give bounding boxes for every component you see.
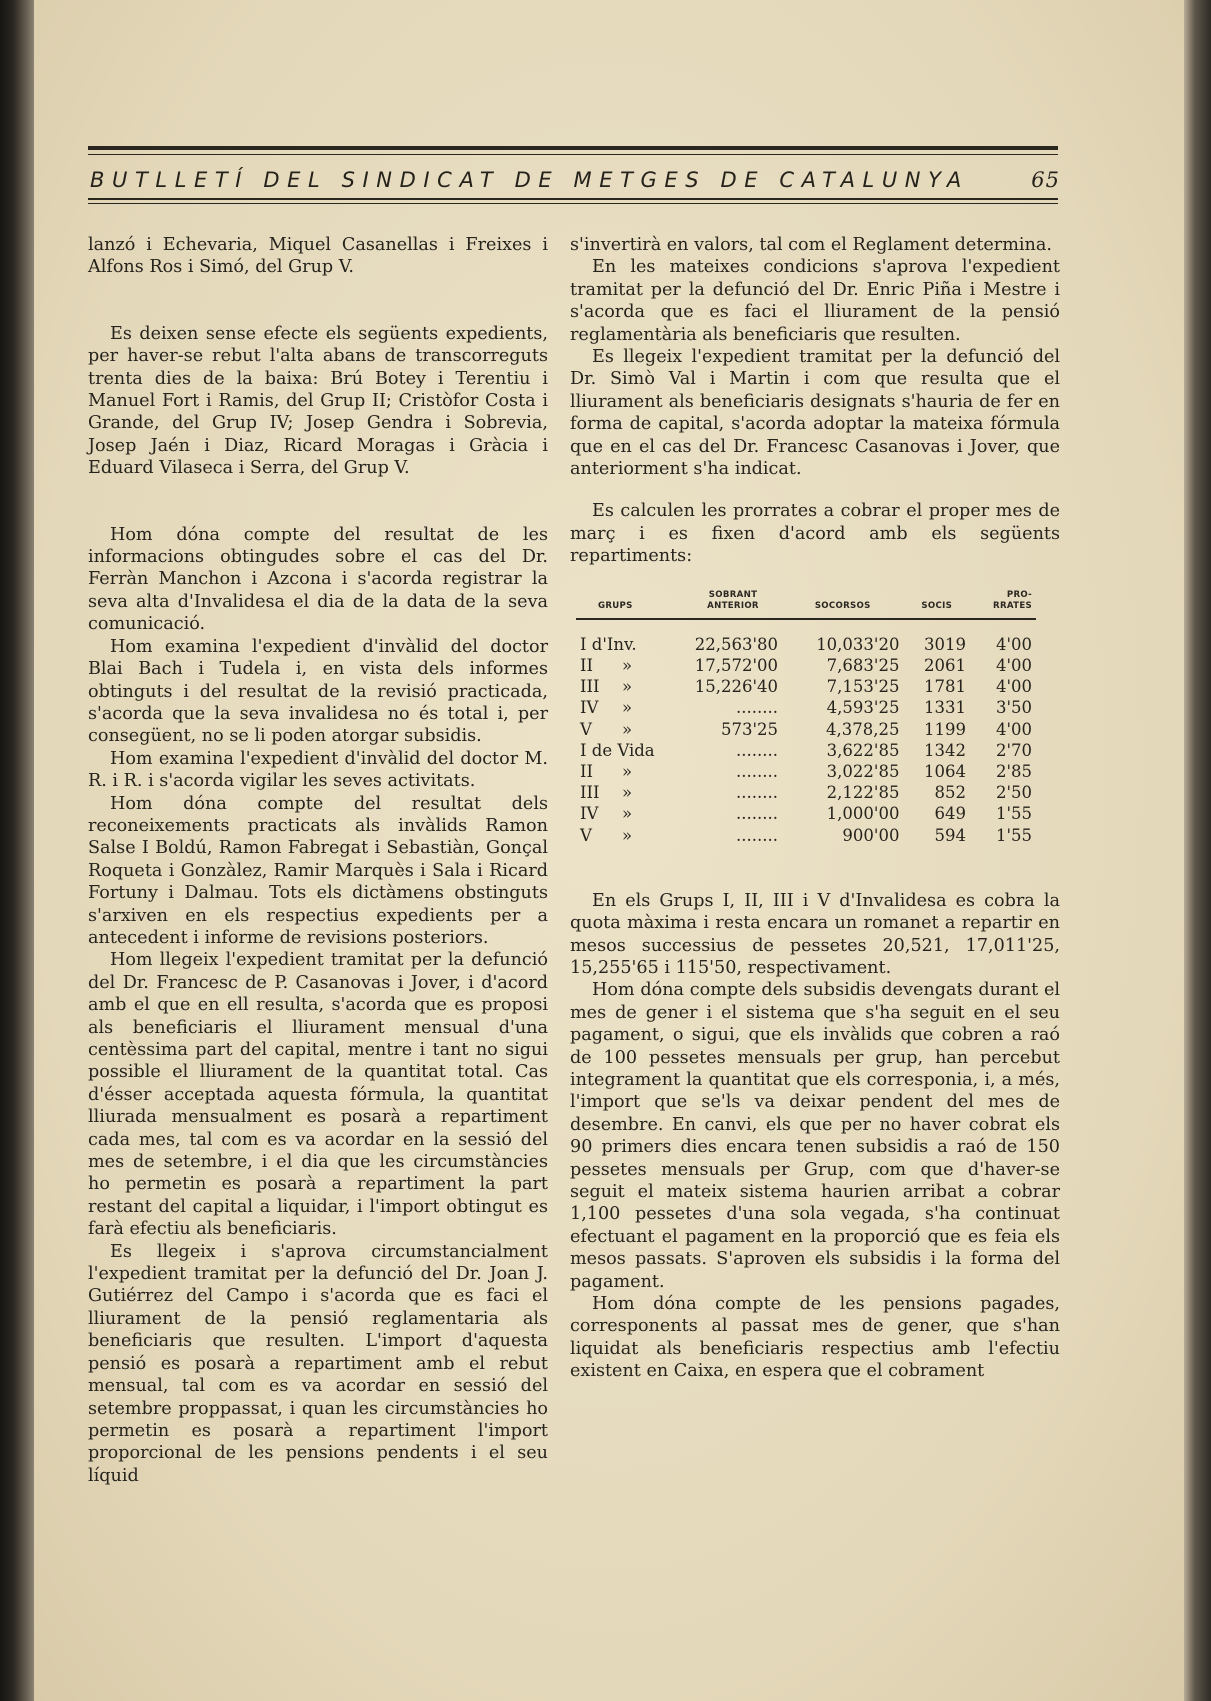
cell-socorsos: 4,378,25 [825, 719, 900, 739]
column-header-sobrant: SOBRANT ANTERIOR [684, 590, 782, 619]
paragraph: Hom examina l'expedient d'invàlid del doctor M. R. i R. i s'acorda vigilar les seves activitats. [88, 748, 548, 792]
paragraph: Es llegeix l'expedient tramitat per la defunció del Dr. Simò Val i Martin i com que resulta que el lliurament als beneficiaris designats s'hauria de fer en forma de capital, s'acorda adoptar la mateixa fórmula que en el cas del Dr. Francesc Casanovas i Jover, que anteriorment s'ha indicat. [570, 347, 1060, 480]
cell-sobrant: 15,226'40 [694, 677, 778, 697]
cell-socis: 1199 [924, 719, 966, 739]
table-body [576, 619, 1036, 846]
ditto-mark: » [622, 655, 633, 675]
cell-sobrant: ........ [736, 825, 778, 845]
header-bottom-thin-rule [88, 203, 1058, 204]
cell-socis: 852 [934, 783, 966, 803]
cell-sobrant: ........ [736, 761, 778, 781]
cell-sobrant: ........ [736, 698, 778, 718]
cell-socorsos: 3,022'85 [826, 761, 900, 781]
grup-label: II [580, 761, 594, 781]
paragraph: Es deixen sense efecte els següents expedients, per haver-se rebut l'alta abans de transcorreguts trenta dies de la baixa: Brú Botey i Terentiu i Manuel Fort i Ramis, del Grup II; Cristòfor Costa i Grande, del Grup IV; Josep Gendra i Sobrevia, Josep Jaén i Diaz, Ricard Moragas i Gràcia i Eduard Vilaseca i Serra, del Grup V. [88, 323, 548, 479]
cell-socorsos: 7,683'25 [826, 655, 900, 675]
table-row [576, 761, 1036, 782]
scan-page-edge [1184, 0, 1211, 1701]
table-row [576, 719, 1036, 740]
table-row [576, 782, 1036, 803]
column-header-socorsos: SOCORSOS [782, 590, 903, 619]
cell-socorsos: 7,153'25 [826, 677, 900, 697]
cell-socis: 649 [934, 804, 966, 824]
column-header-socis: SOCIS [903, 590, 970, 619]
paragraph: Hom examina l'expedient d'invàlid del doctor Blai Bach i Tudela i, en vista dels informes obtinguts i del resultat de la revisió practicada, s'acorda que la seva invalidesa no és total i, per consegüent, no se li poden atorgar subsidis. [88, 636, 548, 747]
ditto-mark: » [622, 677, 633, 697]
ditto-mark: » [622, 783, 633, 803]
header-top-thin-rule [88, 154, 1058, 155]
table-row [576, 697, 1036, 718]
cell-prorrates: 1'55 [995, 825, 1032, 845]
cell-socis: 1342 [924, 740, 966, 760]
paragraph: Hom dóna compte de les pensions pagades, corresponents al passat mes de gener, que s'han liquidat als beneficiaris respectius amb l'efectiu existent en Caixa, en espera que el cobrament [570, 1294, 1060, 1382]
cell-prorrates: 4'00 [995, 655, 1032, 675]
cell-grup [576, 655, 684, 676]
table-row [576, 740, 1036, 761]
cell-prorrates: 4'00 [995, 634, 1032, 654]
cell-socorsos: 2,122'85 [826, 783, 900, 803]
paragraph: En els Grups I, II, III i V d'Invalidesa es cobra la quota màxima i resta encara un romanet a repartir en mesos successius de pessetes 20,521, 17,011'25, 15,255'65 i 115'50, respectivament. [570, 890, 1060, 978]
paragraph: Hom dóna compte dels subsidis devengats durant el mes de gener i el sistema que s'ha seguit en el seu pagament, o sigui, que els invàlids que cobren a raó de 100 pessetes mensuals per grup, han percebut integrament la quantitat que els corresponia, i, a més, l'import que se'ls va deixar pendent del mes de desembre. En canvi, els que per no haver cobrat els 90 primers dies encara tenen subsidis a raó de 150 pessetes mensuals per Grup, com que d'haver-se seguit el mateix sistema haurien arribat a cobrar 1,100 pessetes d'una sola vegada, s'ha continuat efectuant el pagament en la proporció que es feia els mesos passats. S'aproven els subsidis i la forma del pagament. [570, 980, 1060, 1292]
cell-prorrates: 2'50 [995, 783, 1032, 803]
cell-grup [576, 619, 684, 655]
paragraph: Es calculen les prorrates a cobrar el proper mes de març i es fixen d'acord amb els següents repartiments: [570, 501, 1060, 567]
cell-socis: 594 [934, 825, 966, 845]
left-column [88, 234, 548, 1487]
table-row [576, 825, 1036, 846]
grup-label: IV [580, 804, 599, 824]
cell-grup [576, 803, 684, 824]
paragraph: Es llegeix i s'aprova circumstancialment l'expedient tramitat per la defunció del Dr. Joan J. Gutiérrez del Campo i s'acorda que es faci el lliurament de la pensió reglamentaria als beneficiaris que resulten. L'import d'aquesta pensió es posarà a repartiment amb el rebut mensual, tal com es va acordar en sessió del setembre proppassat, i quan les circumstàncies ho permetin es posarà a repartiment l'import proporcional de les pensions pendents i el seu líquid [88, 1241, 548, 1486]
cell-sobrant: ........ [736, 783, 778, 803]
table-header-row [576, 590, 1036, 619]
paragraph: Hom dóna compte del resultat dels reconeixements practicats als invàlids Ramon Salse I Boldú, Ramon Fabregat i Sebastiàn, Gonçal Roqueta i Gonzàlez, Ramir Marquès i Sala i Ricard Fortuny i Dalmau. Tots els dictàmens obstinguts s'arxiven en els respectius expedients per a antecedent i informe de revisions posteriors. [88, 793, 548, 948]
cell-socorsos: 10,033'20 [816, 634, 900, 654]
cell-sobrant: ........ [736, 740, 778, 760]
ditto-mark: » [622, 825, 633, 845]
cell-prorrates: 4'00 [995, 677, 1032, 697]
ditto-mark: » [622, 804, 633, 824]
cell-grup [576, 676, 684, 697]
cell-grup [576, 697, 684, 718]
column-header-grups: GRUPS [576, 590, 684, 619]
grup-label: III [580, 677, 600, 697]
ditto-mark: » [622, 698, 633, 718]
cell-sobrant: 573'25 [720, 719, 778, 739]
grup-label: V [580, 825, 592, 845]
grup-label: I de Vida [580, 740, 655, 760]
right-column [570, 234, 1060, 1383]
cell-sobrant: ........ [736, 804, 778, 824]
cell-socis: 1781 [924, 677, 966, 697]
cell-socorsos: 4,593'25 [826, 698, 900, 718]
cell-socis: 1064 [924, 761, 966, 781]
cell-grup [576, 761, 684, 782]
cell-socorsos: 900'00 [842, 825, 900, 845]
grup-label: III [580, 783, 600, 803]
cell-grup [576, 825, 684, 846]
page-number: 65 [1031, 168, 1060, 192]
cell-socis: 3019 [924, 634, 966, 654]
table-row [576, 676, 1036, 697]
grup-label: V [580, 719, 592, 739]
cell-sobrant: 22,563'80 [694, 634, 778, 654]
ditto-mark: » [622, 761, 633, 781]
cell-prorrates: 2'85 [995, 761, 1032, 781]
cell-socorsos: 1,000'00 [826, 804, 900, 824]
cell-grup [576, 740, 684, 761]
paragraph: s'invertirà en valors, tal com el Reglament determina. [570, 235, 1052, 255]
running-header [90, 168, 1060, 196]
journal-title: BUTLLETÍ DEL SINDICAT DE METGES DE CATALUNYA [90, 168, 969, 192]
table-row [576, 655, 1036, 676]
table-row [576, 619, 1036, 655]
cell-grup [576, 719, 684, 740]
grup-label: II [580, 655, 594, 675]
grup-label: IV [580, 698, 599, 718]
cell-sobrant: 17,572'00 [694, 655, 778, 675]
cell-prorrates: 2'70 [995, 740, 1032, 760]
cell-prorrates: 3'50 [995, 698, 1032, 718]
ditto-mark: » [622, 719, 633, 739]
paragraph: lanzó i Echevaria, Miquel Casanellas i Freixes i Alfons Ros i Simó, del Grup V. [88, 235, 548, 278]
cell-prorrates: 1'55 [995, 804, 1032, 824]
cell-prorrates: 4'00 [995, 719, 1032, 739]
document-page [34, 0, 1184, 1701]
grup-label: I d'Inv. [580, 634, 637, 654]
header-top-rule [88, 146, 1058, 150]
prorrates-table [576, 590, 1036, 846]
scan-binding-edge [0, 0, 34, 1701]
column-header-prorrates: PRO-RRATES [970, 590, 1036, 619]
cell-grup [576, 782, 684, 803]
cell-socorsos: 3,622'85 [826, 740, 900, 760]
header-bottom-rule [88, 198, 1058, 200]
paragraph: En les mateixes condicions s'aprova l'expedient tramitat per la defunció del Dr. Enric Piña i Mestre i s'acorda que es faci el lliurament de la pensió reglamentària als beneficiaris que resulten. [570, 257, 1060, 345]
paragraph: Hom llegeix l'expedient tramitat per la defunció del Dr. Francesc de P. Casanovas i Jover, i d'acord amb el que en ell resulta, s'acorda que es proposi als beneficiaris el lliurament mensual d'una centèssima part del capital, mentre i tant no sigui possible el lliurament de la quantitat total. Cas d'ésser acceptada aquesta fórmula, la quantitat lliurada mensualment es posarà a repartiment cada mes, tal com es va acordar en la sessió del mes de setembre, i el dia que les circumstàncies ho permetin es posarà a repartiment la part restant del capital a liquidar, i l'import obtingut es farà efectiu als beneficiaris. [88, 950, 548, 1240]
cell-socis: 1331 [924, 698, 966, 718]
cell-socis: 2061 [924, 655, 966, 675]
table-row [576, 803, 1036, 824]
paragraph: Hom dóna compte del resultat de les informacions obtingudes sobre el cas del Dr. Ferràn Manchon i Azcona i s'acorda registrar la seva alta d'Invalidesa el dia de la data de la seva comunicació. [88, 524, 548, 635]
